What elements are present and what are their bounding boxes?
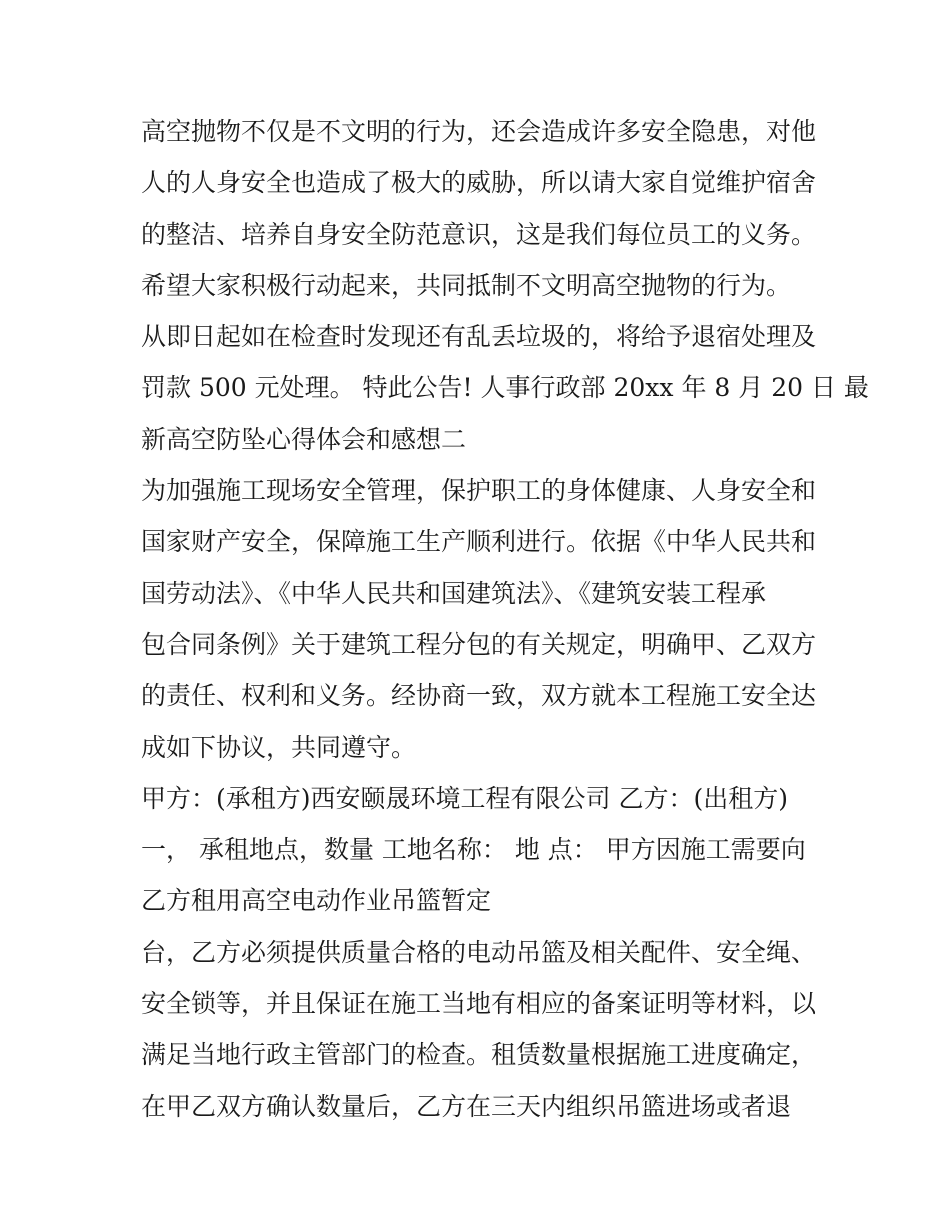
text-line: 新高空防坠心得体会和感想二: [141, 424, 467, 454]
text-line: 一， 承租地点，数量 工地名称： 地 点： 甲方因施工需要向: [141, 835, 806, 865]
text-line: 国劳动法》、《中华人民共和国建筑法》、《建筑安装工程承: [141, 578, 767, 608]
text-line: 的责任、权利和义务。经协商一致，双方就本工程施工安全达: [141, 681, 817, 711]
text-line: 希望大家积极行动起来，共同抵制不文明高空抛物的行为。: [141, 270, 792, 300]
text-line: 在甲乙双方确认数量后，乙方在三天内组织吊篮进场或者退: [141, 1091, 792, 1121]
text-line: 人的人身安全也造成了极大的威胁，所以请大家自觉维护宿舍: [141, 168, 817, 198]
text-line: 满足当地行政主管部门的检查。租赁数量根据施工进度确定，: [141, 1040, 817, 1070]
text-line: 为加强施工现场安全管理，保护职工的身体健康、人身安全和: [141, 476, 817, 506]
text-line: 成如下协议，共同遵守。: [141, 732, 417, 762]
text-line: 包合同条例》关于建筑工程分包的有关规定，明确甲、乙双方: [141, 629, 817, 659]
text-line: 国家财产安全，保障施工生产顺利进行。依据《中华人民共和: [141, 527, 817, 557]
document-body: [141, 106, 869, 1132]
text-line: 从即日起如在检查时发现还有乱丢垃圾的，将给予退宿处理及: [141, 322, 817, 352]
text-line: 罚款 500 元处理。 特此公告! 人事行政部 20xx 年 8 月 20 日 最: [141, 373, 869, 403]
text-line: 安全锁等，并且保证在施工当地有相应的备案证明等材料，以: [141, 989, 817, 1019]
text-line: 乙方租用高空电动作业吊篮暂定: [141, 886, 492, 916]
text-line: 的整洁、培养自身安全防范意识，这是我们每位员工的义务。: [141, 219, 817, 249]
text-line: 台，乙方必须提供质量合格的电动吊篮及相关配件、安全绳、: [141, 937, 817, 967]
text-line: 甲方：(承租方)西安颐晟环境工程有限公司 乙方：(出租方): [141, 783, 788, 813]
text-line: 高空抛物不仅是不文明的行为，还会造成许多安全隐患，对他: [141, 117, 817, 146]
